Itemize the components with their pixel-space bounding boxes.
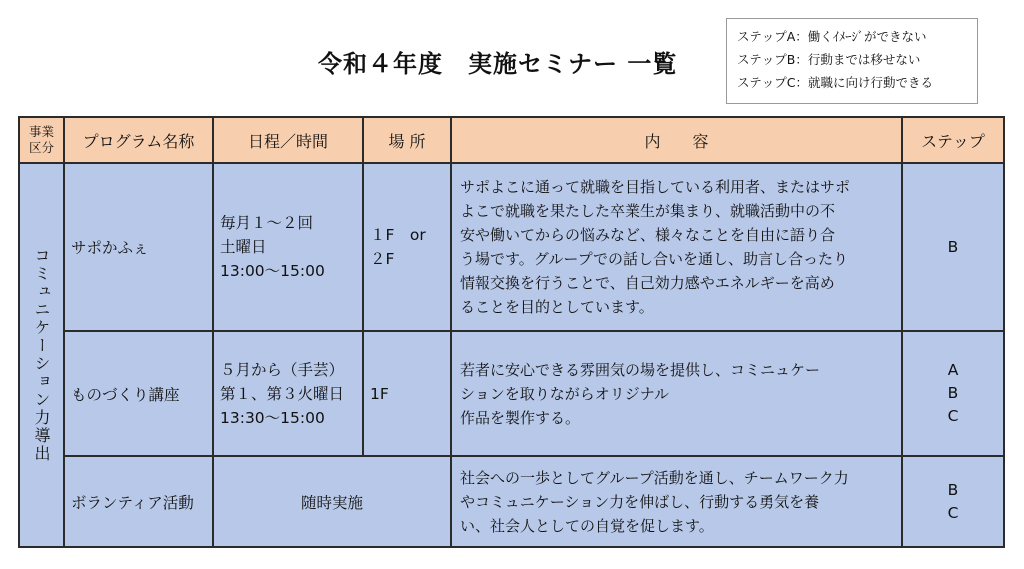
- schedule-line: ５月から（手芸）: [220, 360, 345, 379]
- content-cell: [451, 331, 902, 456]
- content-line: 若者に安心できる雰囲気の場を提供し、コミニュケー: [460, 360, 821, 379]
- step-value: B: [947, 384, 959, 402]
- header-category: [19, 117, 64, 163]
- step-value: B: [947, 480, 959, 499]
- legend-step-b: ステップB：行動までは移せない: [737, 52, 921, 67]
- schedule-merged-cell: 随時実施: [213, 456, 451, 547]
- step-legend: [726, 18, 978, 104]
- header-category-line2: 区分: [28, 140, 54, 155]
- legend-step-c: ステップC：就職に向け行動できる: [737, 75, 933, 90]
- content-line: う場です。グループでの話し合いを通し、助言し合ったり: [460, 250, 849, 268]
- schedule-cell: [213, 331, 363, 456]
- place-line: ２F: [370, 250, 395, 268]
- step-value: C: [947, 407, 959, 425]
- schedule-line: 13:30～15:00: [220, 408, 325, 427]
- content-line: ションを取りながらオリジナル: [460, 384, 669, 403]
- content-line: やコミュニケーション力を伸ばし、行動する勇気を養: [460, 492, 820, 511]
- category-cell: [19, 163, 64, 547]
- header-program: プログラム名称: [64, 117, 213, 163]
- step-cell: [902, 331, 1004, 456]
- category-label: コミュニケーション力導出: [32, 247, 51, 463]
- program-name: ボランティア活動: [64, 456, 213, 547]
- schedule-line: 毎月１～２回: [220, 214, 314, 232]
- step-value: A: [947, 361, 959, 379]
- header-step: ステップ: [902, 117, 1004, 163]
- header-place: 場 所: [363, 117, 451, 163]
- schedule-line: 土曜日: [220, 238, 267, 256]
- step-value: C: [947, 503, 959, 522]
- content-line: 情報交換を行うことで、自己効力感やエネルギーを高め: [460, 274, 835, 292]
- page-title: 令和４年度 実施セミナー 一覧: [318, 50, 678, 78]
- schedule-line: 13:00～15:00: [220, 262, 325, 280]
- content-cell: [451, 163, 902, 331]
- content-cell: [451, 456, 902, 547]
- step-cell: [902, 163, 1004, 331]
- content-line: ることを目的としています。: [460, 298, 654, 316]
- schedule-line: 第１、第３火曜日: [220, 384, 345, 403]
- seminar-table: [18, 116, 1005, 548]
- content-line: よこで就職を果たした卒業生が集まり、就職活動中の不: [460, 202, 836, 220]
- place-line: 1F: [370, 384, 389, 403]
- schedule-cell: [213, 163, 363, 331]
- step-cell: [902, 456, 1004, 547]
- content-line: 作品を製作する。: [460, 408, 581, 427]
- step-value: B: [947, 237, 959, 256]
- place-line: １F or: [370, 226, 426, 244]
- table-row: [19, 456, 1004, 547]
- place-cell: [363, 163, 451, 331]
- program-name: ものづくり講座: [64, 331, 213, 456]
- program-name: サポかふぇ: [64, 163, 213, 331]
- table-row: [19, 163, 1004, 331]
- content-line: サポよこに通って就職を目指している利用者、またはサポ: [460, 178, 851, 196]
- content-line: い、社会人としての自覚を促します。: [460, 516, 714, 535]
- table-header-row: [19, 117, 1004, 163]
- header-schedule: 日程／時間: [213, 117, 363, 163]
- place-cell: [363, 331, 451, 456]
- table-row: [19, 331, 1004, 456]
- content-line: 社会への一歩としてグループ活動を通し、チームワーク力: [460, 468, 849, 487]
- header-content: 内 容: [451, 117, 902, 163]
- content-line: 安や働いてからの悩みなど、様々なことを自由に語り合: [460, 226, 836, 244]
- legend-step-a: ステップA：働くｲﾒｰｼﾞができない: [737, 29, 927, 44]
- header-category-line1: 事業: [28, 124, 54, 139]
